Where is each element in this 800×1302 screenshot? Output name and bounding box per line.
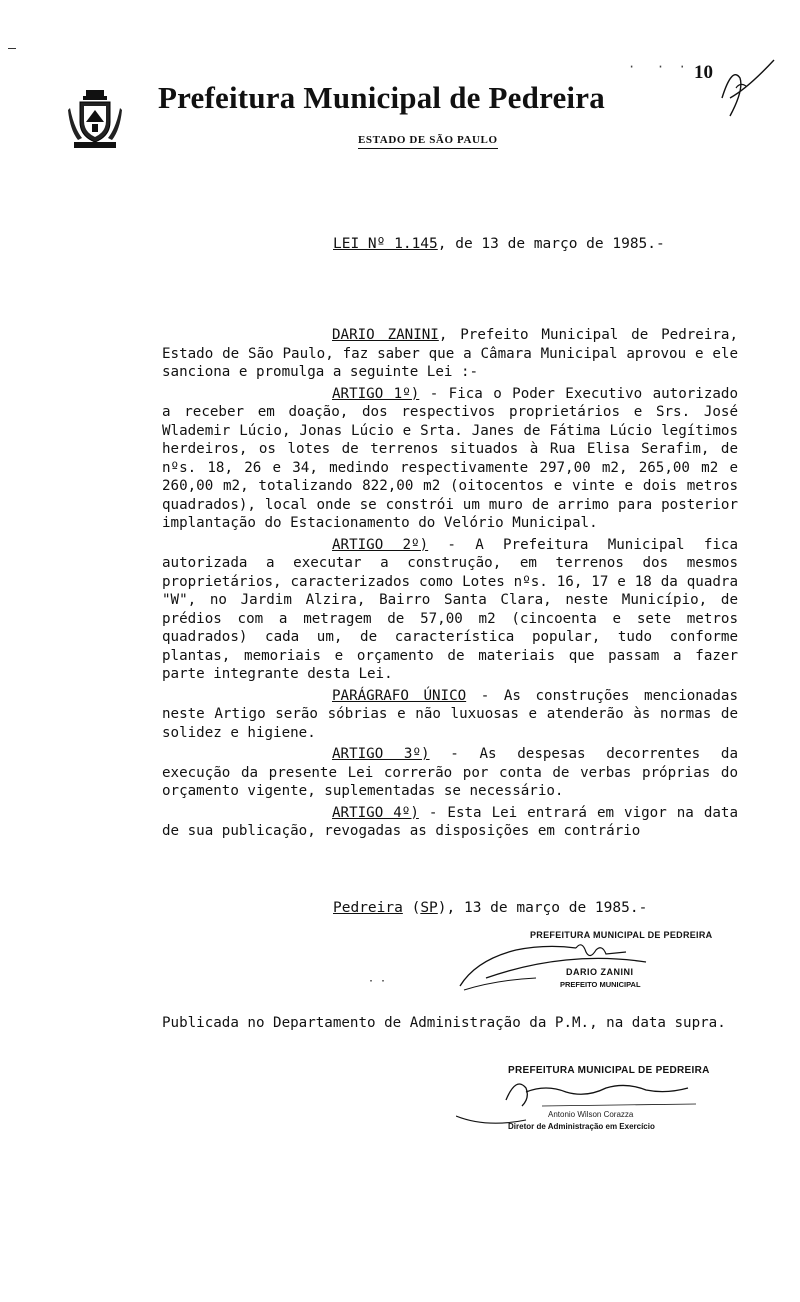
coat-of-arms-icon (68, 88, 122, 150)
publication-note: Publicada no Departamento de Administração da P.M., na data supra. (162, 1015, 726, 1031)
mayor-signature-title: PREFEITO MUNICIPAL (560, 980, 641, 989)
article-3-text: - As despesas decorrentes da execução da presente Lei correrão por conta de verbas próprias do orçamento vigente, suplementadas se necessário. (162, 746, 738, 799)
header-subtitle: ESTADO DE SÃO PAULO (358, 134, 498, 149)
article-3-label: ARTIGO 3º) (332, 746, 430, 762)
article-1-text: - Fica o Poder Executivo autorizado a receber em doação, dos respectivos proprietários e Srs. José Wlademir Lúcio, Jonas Lúcio e Srta. Janes de Fátima Lúcio legítimos herdeiros, os lotes de terrenos situados à Rua Elisa Serafim, de nºs. 18, 26 e 34, medindo respectivamente 297,00 m2, 265,00 m2 e 260,00 m2, totalizando 822,00 m2 (oitocentos e vinte e dois metros quadrados), local onde se constrói um muro de arrimo para posterior implantação do Estacionamento do Velório Municipal. (162, 385, 739, 531)
intro-paragraph (162, 326, 738, 382)
law-title (333, 236, 665, 252)
law-date: , de 13 de março de 1985.- (437, 236, 665, 252)
initials-signature-icon (718, 58, 778, 120)
director-signature-name: Antonio Wilson Corazza (548, 1110, 634, 1119)
margin-dots: · · · (628, 60, 686, 74)
intro-text: , Prefeito Municipal de Pedreira, Estado de São Paulo, faz saber que a Câmara Municipal aprovou e ele sanciona e promulga a seguinte Lei :- (162, 327, 739, 380)
article-4-text: - Esta Lei entrará em vigor na data de sua publicação, revogadas as disposições em contrário (162, 804, 738, 839)
margin-mark (8, 48, 16, 49)
article-2 (162, 536, 738, 684)
closing-date-line: Pedreira (SP), 13 de março de 1985.- (333, 900, 648, 916)
law-body (162, 326, 738, 844)
closing-place: Pedreira (333, 900, 403, 916)
law-number: LEI Nº 1.145 (333, 236, 438, 252)
article-2-text: - A Prefeitura Municipal fica autorizada a executar a construção, em terrenos dos mesmos proprietários, caracterizados como Lotes nºs. 16, 17 e 18 da quadra "W", no Jardim Alzira, Bairro Santa Clara, neste Município, de prédios com a metragem de 57,00 m2 (cincoenta e sete metros quadrados) cada um, de característica popular, tudo conforme plantas, memoriais e orçamento de materiais que passam a fazer parte integrante desta Lei. (162, 536, 738, 682)
closing-state: SP (420, 900, 438, 916)
mayor-stamp: PREFEITURA MUNICIPAL DE PEDREIRA (530, 930, 713, 940)
mayor-name: DARIO ZANINI (332, 327, 439, 343)
article-3 (162, 745, 738, 801)
article-4-label: ARTIGO 4º) (332, 804, 419, 821)
article-2-label: ARTIGO 2º) (332, 536, 429, 553)
director-stamp: PREFEITURA MUNICIPAL DE PEDREIRA (508, 1065, 710, 1076)
paragraph-unico (162, 687, 738, 743)
article-4 (162, 804, 738, 841)
director-signature-title: Diretor de Administração em Exercício (508, 1122, 655, 1131)
article-1-label: ARTIGO 1º) (332, 385, 420, 402)
stray-dots: · · (368, 976, 387, 987)
paragraph-unico-label: PARÁGRAFO ÚNICO (332, 687, 467, 704)
closing-date: , 13 de março de 1985.- (446, 900, 648, 916)
header-title: Prefeitura Municipal de Pedreira (158, 80, 605, 115)
article-1 (162, 385, 738, 533)
paragraph-unico-text: - As construções mencionadas neste Artigo serão sóbrias e não luxuosas e atenderão às normas de solidez e higiene. (162, 687, 738, 741)
page-number: 10 (694, 62, 713, 83)
mayor-signature-name: DARIO ZANINI (566, 967, 634, 977)
